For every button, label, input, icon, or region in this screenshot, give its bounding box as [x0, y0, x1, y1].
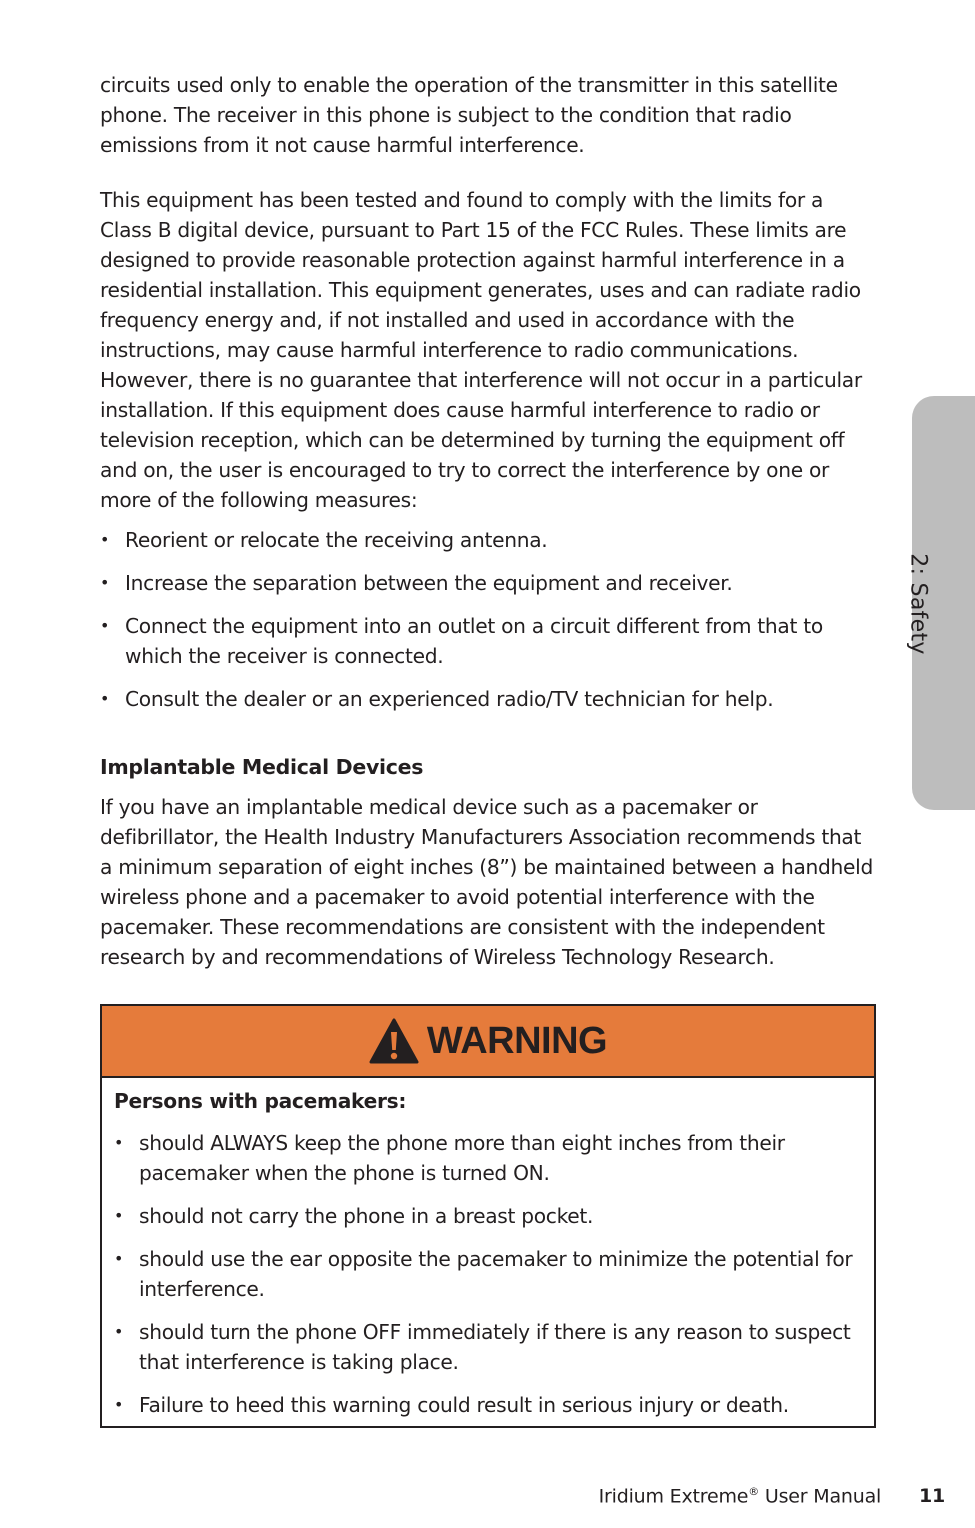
list-item — [114, 1390, 862, 1420]
list-item — [114, 1201, 862, 1231]
warning-header — [102, 1006, 874, 1078]
footer-trademark: ® — [748, 1485, 760, 1498]
interference-measures-list — [100, 525, 876, 714]
paragraph-medical-devices: If you have an implantable medical device such as a pacemaker or defibrillator, the Health Industry Manufacturers Association recommends that a minimum separation of eight inches (8”) be maintained between a handheld wireless phone and a pacemaker to avoid potential interference with the pacemaker. These recommendations are consistent with the independent research by and recommendations of Wireless Technology Research. — [100, 795, 873, 969]
footer-manual-suffix: User Manual — [764, 1485, 882, 1508]
bullet-icon: • — [100, 616, 110, 635]
bullet-icon: • — [100, 689, 110, 708]
bullet-icon: • — [114, 1133, 124, 1152]
page-footer — [599, 1485, 945, 1507]
bullet-icon: • — [100, 530, 110, 549]
list-item — [100, 684, 876, 714]
section-heading-medical-devices: Implantable Medical Devices — [100, 755, 424, 779]
warning-body — [102, 1078, 874, 1426]
list-item — [100, 525, 876, 555]
list-item — [114, 1317, 862, 1377]
warning-items-list — [114, 1128, 862, 1420]
warning-triangle-icon — [369, 1018, 419, 1064]
warning-subtitle: Persons with pacemakers: — [114, 1089, 407, 1113]
footer-manual-title: Iridium Extreme — [598, 1485, 749, 1508]
list-item — [100, 568, 876, 598]
list-item — [114, 1128, 862, 1188]
warning-box — [100, 1004, 876, 1428]
list-item-text: Connect the equipment into an outlet on a circuit different from that to which the receiver is connected. — [125, 614, 823, 668]
bullet-icon: • — [114, 1249, 124, 1268]
bullet-icon: • — [114, 1322, 124, 1341]
chapter-tab-label: 2: Safety — [905, 553, 931, 655]
list-item-text: should turn the phone OFF immediately if there is any reason to suspect that interference is taking place. — [139, 1320, 851, 1374]
paragraph-fcc-compliance: This equipment has been tested and found to comply with the limits for a Class B digital device, pursuant to Part 15 of the FCC Rules. These limits are designed to provide reasonable protection against harmful interference in a residential installation. This equipment generates, uses and can radiate radio frequency energy and, if not installed and used in accordance with the instructions, may cause harmful interference to radio communications. However, there is no guarantee that interference will not occur in a particular installation. If this equipment does cause harmful interference to radio or television reception, which can be determined by turning the equipment off and on, the user is encouraged to try to correct the interference by one or more of the following measures: — [100, 188, 862, 512]
list-item-text: Reorient or relocate the receiving antenna. — [125, 528, 548, 552]
warning-title: WARNING — [426, 1019, 608, 1062]
list-item-text: Failure to heed this warning could result in serious injury or death. — [139, 1393, 789, 1417]
paragraph-intro: circuits used only to enable the operation of the transmitter in this satellite phone. The receiver in this phone is subject to the condition that radio emissions from it not cause harmful interference. — [100, 73, 838, 157]
list-item — [114, 1244, 862, 1304]
list-item-text: should use the ear opposite the pacemaker to minimize the potential for interference. — [139, 1247, 853, 1301]
bullet-icon: • — [114, 1206, 124, 1225]
list-item-text: should ALWAYS keep the phone more than eight inches from their pacemaker when the phone is turned ON. — [139, 1131, 785, 1185]
list-item-text: Increase the separation between the equipment and receiver. — [125, 571, 733, 595]
list-item-text: should not carry the phone in a breast pocket. — [139, 1204, 594, 1228]
list-item — [100, 611, 876, 671]
page-number: 11 — [918, 1485, 945, 1508]
list-item-text: Consult the dealer or an experienced radio/TV technician for help. — [125, 687, 774, 711]
bullet-icon: • — [114, 1395, 124, 1414]
bullet-icon: • — [100, 573, 110, 592]
page-content — [100, 70, 876, 972]
